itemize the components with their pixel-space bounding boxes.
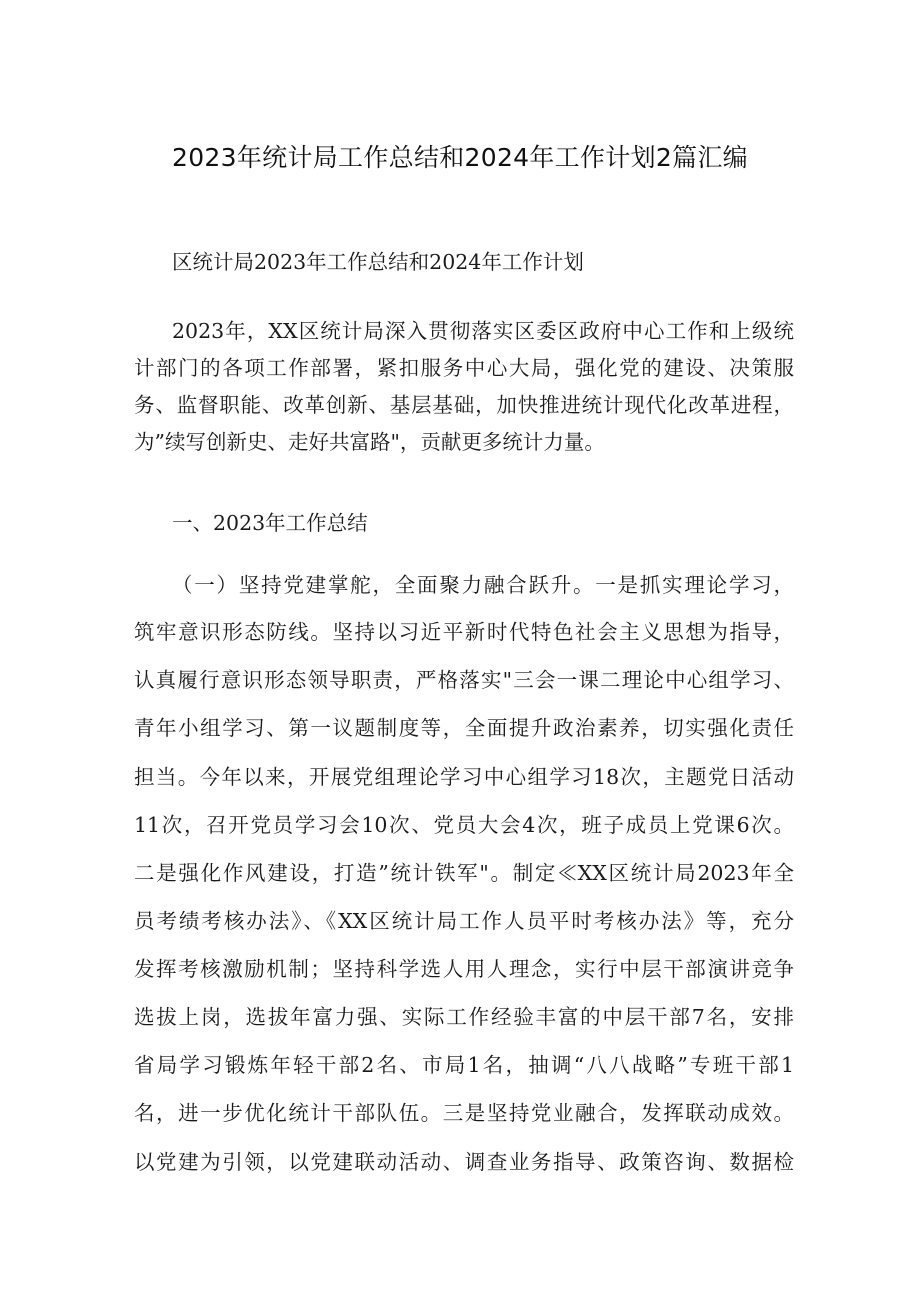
paragraph-line: 计部门的各项工作部署，紧扣服务中心大局，强化党的建设、决策服 xyxy=(134,356,794,380)
paragraph-line: 选拔上岗，选拔年富力强、实际工作经验丰富的中层干部7名，安排 xyxy=(134,1005,794,1029)
paragraph-line: 省局学习锻炼年轻干部2名、市局1名，抽调“八八战略”专班干部1 xyxy=(134,1053,794,1077)
paragraph-line: 员考绩考核办法》、《XX区统计局工作人员平时考核办法》等，充分 xyxy=(134,909,794,933)
paragraph-line: 发挥考核激励机制；坚持科学选人用人理念，实行中层干部演讲竞争 xyxy=(134,957,794,981)
paragraph-line: （一）坚持党建掌舵，全面聚力融合跃升。一是抓实理论学习， xyxy=(172,573,794,597)
paragraph-line: 二是强化作风建设，打造”统计铁军"。制定≪XX区统计局2023年全 xyxy=(134,861,794,885)
section-heading: 区统计局2023年工作总结和2024年工作计划 xyxy=(172,250,584,274)
document-title: 2023年统计局工作总结和2024年工作计划2篇汇编 xyxy=(172,143,748,172)
paragraph-line: 2023年，XX区统计局深入贯彻落实区委区政府中心工作和上级统 xyxy=(172,319,794,343)
paragraph-line: 青年小组学习、第一议题制度等，全面提升政治素养，切实强化责任 xyxy=(134,716,794,740)
paragraph-line: 务、监督职能、改革创新、基层基础，加快推进统计现代化改革进程， xyxy=(134,393,794,417)
paragraph-line: 名，进一步优化统计干部队伍。三是坚持党业融合，发挥联动成效。 xyxy=(134,1101,794,1125)
subsection-heading: 一、2023年工作总结 xyxy=(172,511,368,535)
paragraph-line: 11次，召开党员学习会10次、党员大会4次，班子成员上党课6次。 xyxy=(134,813,794,837)
paragraph-line: 以党建为引领，以党建联动活动、调查业务指导、政策咨询、数据检 xyxy=(134,1150,794,1174)
paragraph-line: 为”续写创新史、走好共富路"，贡献更多统计力量。 xyxy=(134,430,605,454)
paragraph-line: 担当。今年以来，开展党组理论学习中心组学习18次，主题党日活动 xyxy=(134,765,794,789)
paragraph-line: 筑牢意识形态防线。坚持以习近平新时代特色社会主义思想为指导， xyxy=(134,620,794,644)
paragraph-line: 认真履行意识形态领导职责，严格落实"三会一课二理论中心组学习、 xyxy=(134,668,794,692)
